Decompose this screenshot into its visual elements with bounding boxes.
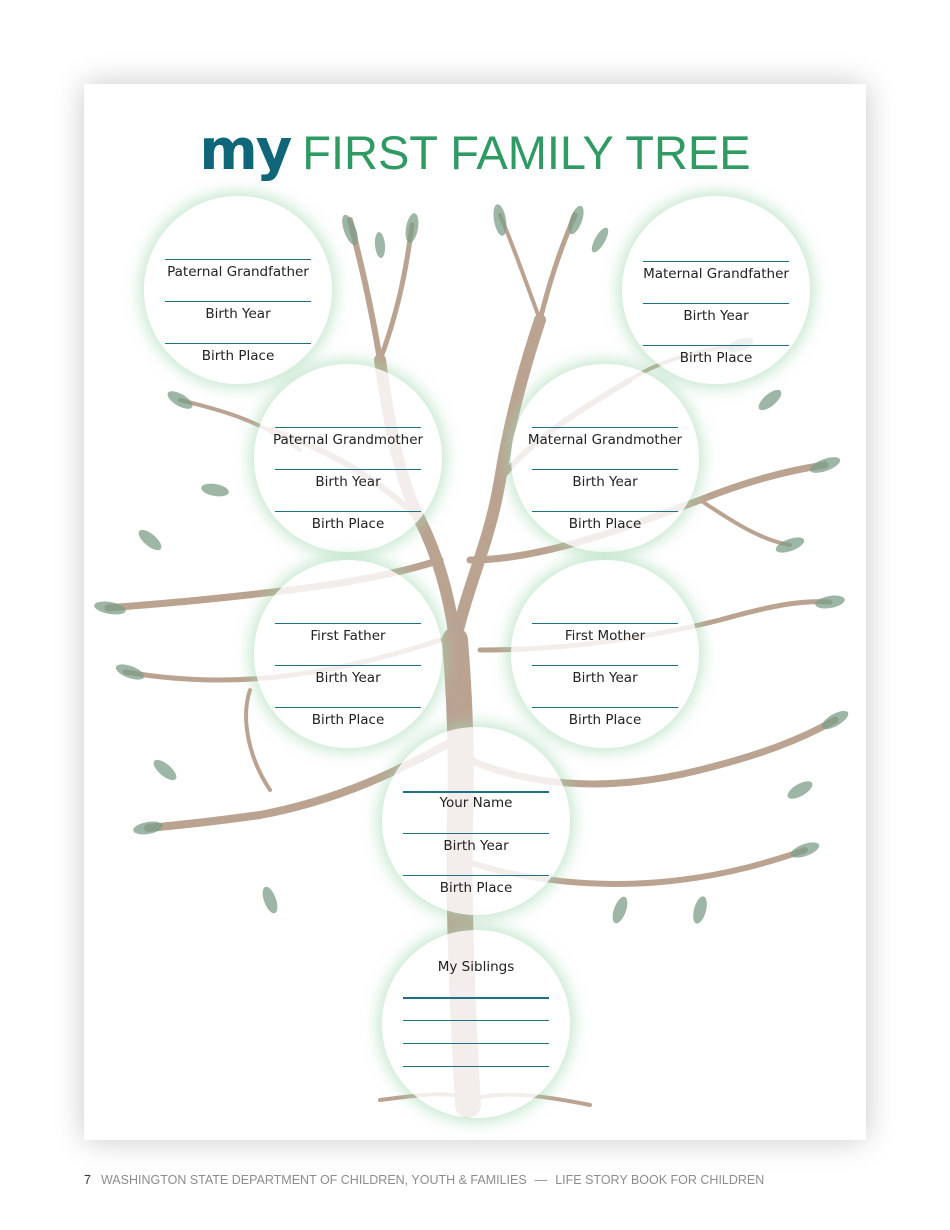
write-line[interactable] [275,665,421,666]
circle-label-year: Birth Year [683,308,749,324]
write-line[interactable] [403,875,549,876]
write-line[interactable] [275,469,421,470]
circle-label-name: Paternal Grandmother [272,432,424,448]
sibling-line[interactable] [403,1066,549,1067]
circle-maternal-grandfather [622,196,810,384]
page-number: 7 [84,1173,91,1187]
write-line[interactable] [532,665,678,666]
circle-label-name: Maternal Grandmother [527,432,683,448]
sibling-line[interactable] [403,1020,549,1021]
write-line[interactable] [165,301,311,302]
circle-label-place: Birth Place [201,348,275,364]
circle-label-place: Birth Place [311,712,385,728]
sibling-line[interactable] [403,997,549,999]
circle-your-name [382,727,570,915]
write-line[interactable] [275,511,421,512]
circle-label-year: Birth Year [572,670,638,686]
write-line[interactable] [643,345,789,346]
circle-label-place: Birth Place [311,516,385,532]
write-line[interactable] [532,469,678,470]
write-line[interactable] [403,833,549,834]
footer-book-title: LIFE STORY BOOK FOR CHILDREN [555,1173,765,1187]
write-line[interactable] [275,427,421,428]
circle-label-place: Birth Place [439,880,513,896]
write-line[interactable] [275,623,421,624]
write-line[interactable] [165,343,311,344]
footer-separator: — [534,1173,548,1187]
circle-label-name: Your Name [439,795,513,811]
write-line[interactable] [643,303,789,304]
sibling-line[interactable] [403,1043,549,1044]
circle-label-year: Birth Year [315,474,381,490]
write-line[interactable] [403,791,549,793]
circle-label-place: Birth Place [568,516,642,532]
footer-department: WASHINGTON STATE DEPARTMENT OF CHILDREN, YOUTH & FAMILIES [100,1173,527,1187]
circle-label-place: Birth Place [568,712,642,728]
write-line[interactable] [532,511,678,512]
circle-label-year: Birth Year [205,306,271,322]
circle-maternal-grandmother [511,364,699,552]
circle-label-year: Birth Year [572,474,638,490]
circle-paternal-grandfather [144,196,332,384]
title-first-family-tree: FIRST FAMILY TREE [302,126,751,179]
title-my: my [199,118,291,183]
siblings-label: My Siblings [437,959,515,975]
circle-label-name: First Father [310,628,386,644]
write-line[interactable] [532,623,678,624]
circle-first-mother [511,560,699,748]
circle-label-name: Paternal Grandfather [167,264,309,280]
circle-my-siblings [382,930,570,1118]
circle-label-place: Birth Place [679,350,753,366]
write-line[interactable] [532,707,678,708]
page-footer [84,1173,764,1187]
circle-label-name: First Mother [564,628,646,644]
circle-label-year: Birth Year [315,670,381,686]
page-title [0,118,950,183]
write-line[interactable] [165,259,311,260]
circle-label-year: Birth Year [443,838,509,854]
circle-label-name: Maternal Grandfather [643,266,789,282]
circle-first-father [254,560,442,748]
circle-paternal-grandmother [254,364,442,552]
write-line[interactable] [643,261,789,262]
write-line[interactable] [532,427,678,428]
write-line[interactable] [275,707,421,708]
